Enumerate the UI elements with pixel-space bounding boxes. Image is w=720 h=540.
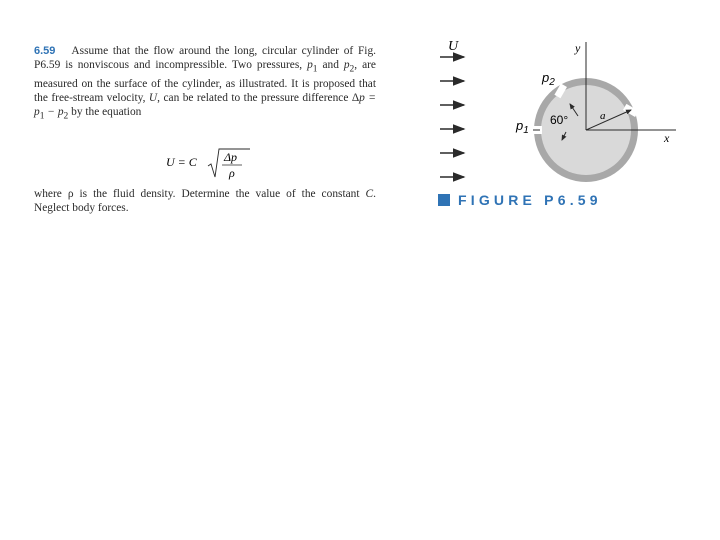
p1-subscript: 1 [312, 64, 318, 75]
radius-label: a [600, 110, 606, 122]
problem-statement-end [34, 187, 376, 215]
equation-graphic [166, 144, 286, 182]
U-symbol: U [148, 91, 158, 104]
freestream-arrows [440, 57, 464, 177]
problem-text-3: , can be related to the pressure difference Δ [157, 91, 360, 104]
figure-caption [438, 192, 602, 208]
angle-label: 60° [550, 113, 569, 127]
dp-subscript-1: 1 [39, 111, 45, 122]
equation-lhs: U = C [166, 155, 197, 169]
C-symbol: C [365, 188, 374, 200]
p2-subscript: 2 [349, 64, 355, 75]
problem-statement [34, 44, 376, 124]
figure-p6-59 [432, 34, 682, 214]
x-axis-label: x [664, 131, 670, 145]
p1-label: $p_1$ [516, 118, 529, 136]
p2-symbol: p [343, 59, 350, 72]
problem-text-5: where ρ is the fluid density. Determine the value of the constant [34, 188, 366, 200]
dp-subscript-2: 2 [63, 111, 69, 122]
problem-text-4: by the equation [68, 106, 142, 119]
caption-square-icon [438, 194, 450, 206]
dp-minus: − p [44, 106, 64, 119]
p1-symbol: p [307, 59, 313, 72]
y-axis-label: y [575, 41, 581, 55]
problem-text-6: . Neglect body forces. [34, 188, 376, 215]
figure-graphic [432, 34, 682, 194]
equation-numerator: Δp [224, 150, 238, 164]
problem-text-2: , are measured on the surface of the cylinder, as illustrated. It is proposed that the free-stream velocity, [34, 59, 376, 104]
caption-text: FIGURE P6.59 [458, 192, 602, 208]
p2-label: $p_2$ [542, 70, 555, 88]
freestream-U-label: U [448, 39, 459, 54]
equation-denominator: ρ [229, 166, 235, 180]
equation [166, 144, 286, 182]
and-text: and [317, 59, 344, 72]
dp-expression: p = p [34, 91, 376, 119]
problem-text-1: Assume that the flow around the long, circular cylinder of Fig. P6.59 is nonviscous and incompressible. Two pressures, [34, 45, 376, 72]
problem-number: 6.59 [34, 45, 56, 57]
